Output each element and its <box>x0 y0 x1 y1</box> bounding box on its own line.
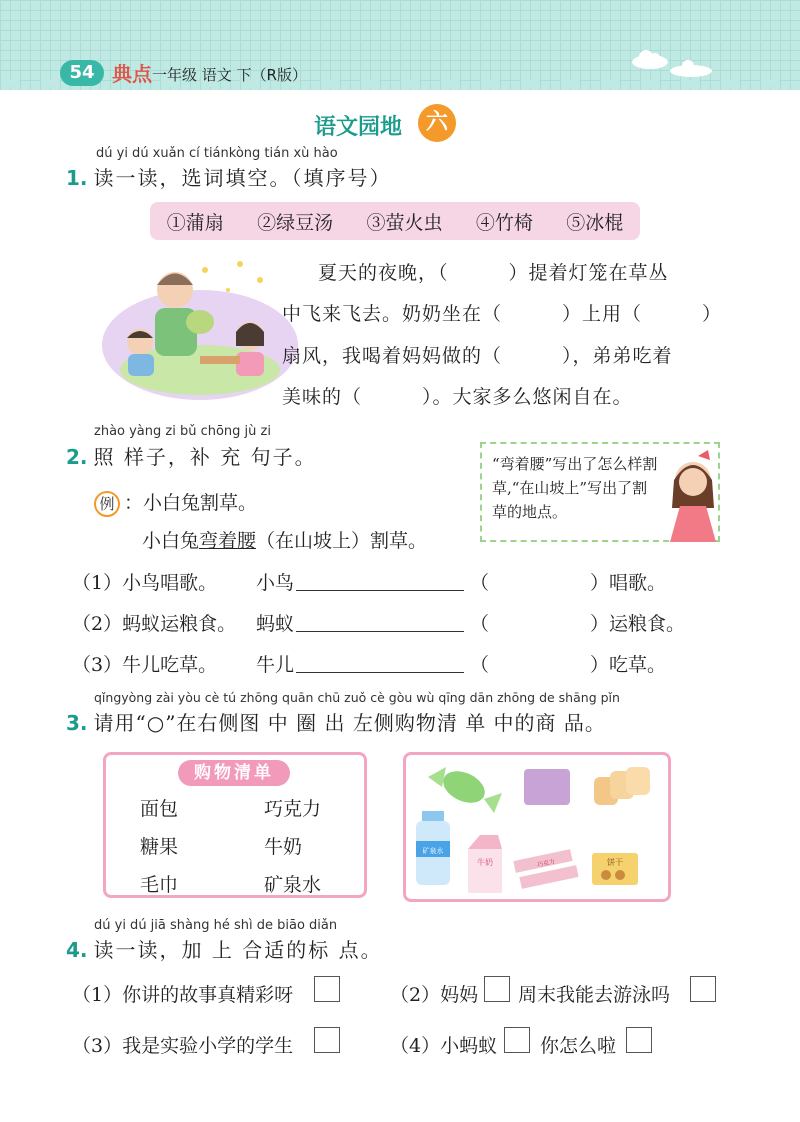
q3-pinyin: qǐngyòng zài yòu cè tú zhōng quān chū zuǒ cè gòu wù qīng dān zhōng de shāng pǐn <box>94 690 620 705</box>
passage-line: 夏天的夜晚，（ ）提着灯笼在草丛 <box>318 262 669 284</box>
q1-heading <box>66 162 392 191</box>
shopping-item: 面包 <box>140 798 179 820</box>
page-number: 54 <box>60 60 104 86</box>
punctuation-box[interactable] <box>484 976 510 1002</box>
answer-line[interactable] <box>296 631 464 632</box>
word-option: ①蒲扇 <box>166 211 224 234</box>
q4-item: （4）小蚂蚁 <box>390 1035 498 1057</box>
bread-icon <box>594 767 650 805</box>
q2-item-end: ）吃草。 <box>590 654 667 676</box>
q4-item: （2）妈妈 <box>390 984 479 1006</box>
shopping-item: 毛巾 <box>140 874 179 896</box>
q2-item-label: （3）牛儿吃草。 <box>72 654 218 676</box>
punctuation-box[interactable] <box>626 1027 652 1053</box>
passage-line: 中飞来飞去。奶奶坐在（ ）上用（ ） <box>282 303 723 325</box>
biscuit-label: 饼干 <box>607 858 623 867</box>
goods-illustration <box>406 755 668 899</box>
word-option: ④竹椅 <box>475 211 533 234</box>
q3-number: 3. <box>66 711 88 735</box>
q2-item-end: ）唱歌。 <box>590 572 667 594</box>
q2-number: 2. <box>66 445 88 469</box>
shopping-item: 矿泉水 <box>264 874 322 896</box>
chocolate-icon <box>513 849 578 889</box>
shopping-item: 巧克力 <box>264 798 322 820</box>
q2-item-subject: 小鸟 <box>256 572 295 594</box>
family-summer-illustration <box>100 250 300 400</box>
cloud-icon <box>630 48 670 70</box>
q2-item-paren: （ <box>470 654 490 676</box>
punctuation-box[interactable] <box>690 976 716 1002</box>
milk-label: 牛奶 <box>477 858 493 867</box>
q4-pinyin: dú yi dú jiā shàng hé shì de biāo diǎn <box>94 918 338 933</box>
water-label: 矿泉水 <box>422 847 444 855</box>
q1-heading-text: 读一读，选词填空。（填序号） <box>93 166 392 190</box>
example-line-2 <box>142 526 427 553</box>
q4-number: 4. <box>66 938 88 962</box>
q2-item-label: （1）小鸟唱歌。 <box>72 572 218 594</box>
girl-illustration <box>658 450 728 550</box>
section-title: 语文园地 <box>314 115 403 140</box>
q1-number: 1. <box>66 166 88 190</box>
q2-item-subject: 牛儿 <box>256 654 295 676</box>
q2-heading-text: 照 样子，补 充 句子。 <box>93 445 317 469</box>
passage-line: 扇风，我喝着妈妈做的（ ），弟弟吃着 <box>282 345 673 367</box>
q2-item-label: （2）蚂蚁运粮食。 <box>72 613 237 635</box>
answer-line[interactable] <box>296 590 464 591</box>
punctuation-box[interactable] <box>314 1027 340 1053</box>
tip-text: “弯着腰”写出了怎么样割草,“在山坡上”写出了割草的地点。 <box>492 455 658 521</box>
word-option: ⑤冰棍 <box>566 211 624 234</box>
section-badge: 六 <box>418 104 456 142</box>
q4-item: （1）你讲的故事真精彩呀 <box>72 984 294 1006</box>
chocolate-label: 巧克力 <box>536 858 556 869</box>
shopping-list-title: 购物清单 <box>178 760 290 786</box>
cloud-icon <box>668 58 714 78</box>
passage-line: 美味的（ ）。大家多么悠闲自在。 <box>282 386 633 408</box>
q2-item-end: ）运粮食。 <box>590 613 686 635</box>
q4-item: （3）我是实验小学的学生 <box>72 1035 294 1057</box>
example-line-1 <box>94 488 257 517</box>
word-option: ②绿豆汤 <box>257 211 334 234</box>
book-subtitle: 一年级 语文 下（R版） <box>152 66 307 84</box>
shopping-item: 牛奶 <box>264 836 303 858</box>
shopping-item: 糖果 <box>140 836 179 858</box>
word-bank <box>150 202 640 240</box>
candy-icon <box>428 765 502 813</box>
q4-heading-text: 读一读，加 上 合适的标 点。 <box>93 938 383 962</box>
brand-logo: 典点 <box>112 62 152 86</box>
q2-item-paren: （ <box>470 572 490 594</box>
q2-pinyin: zhào yàng zi bǔ chōng jù zi <box>94 424 271 439</box>
towel-icon <box>524 769 570 805</box>
q3-heading-text: 请用“○”在右侧图 中 圈 出 左侧购物清 单 中的商 品。 <box>93 711 606 735</box>
example-underlined: 弯着腰 <box>199 530 257 552</box>
example-text: ：小白兔割草。 <box>124 492 258 514</box>
q4-heading <box>66 934 383 963</box>
example-prefix: 小白兔 <box>142 530 200 552</box>
q1-pinyin: dú yi dú xuǎn cí tiánkòng tián xù hào <box>96 146 338 161</box>
example-badge: 例 <box>94 491 120 517</box>
word-option: ③萤火虫 <box>366 211 443 234</box>
q3-heading <box>66 707 606 736</box>
q4-item-tail: 你怎么啦 <box>540 1035 617 1057</box>
punctuation-box[interactable] <box>504 1027 530 1053</box>
example-suffix: （在山坡上）割草。 <box>256 530 428 552</box>
answer-line[interactable] <box>296 672 464 673</box>
q2-item-paren: （ <box>470 613 490 635</box>
q2-heading <box>66 441 317 470</box>
q4-item-tail: 周末我能去游泳吗 <box>518 984 671 1006</box>
punctuation-box[interactable] <box>314 976 340 1002</box>
q2-item-subject: 蚂蚁 <box>256 613 295 635</box>
